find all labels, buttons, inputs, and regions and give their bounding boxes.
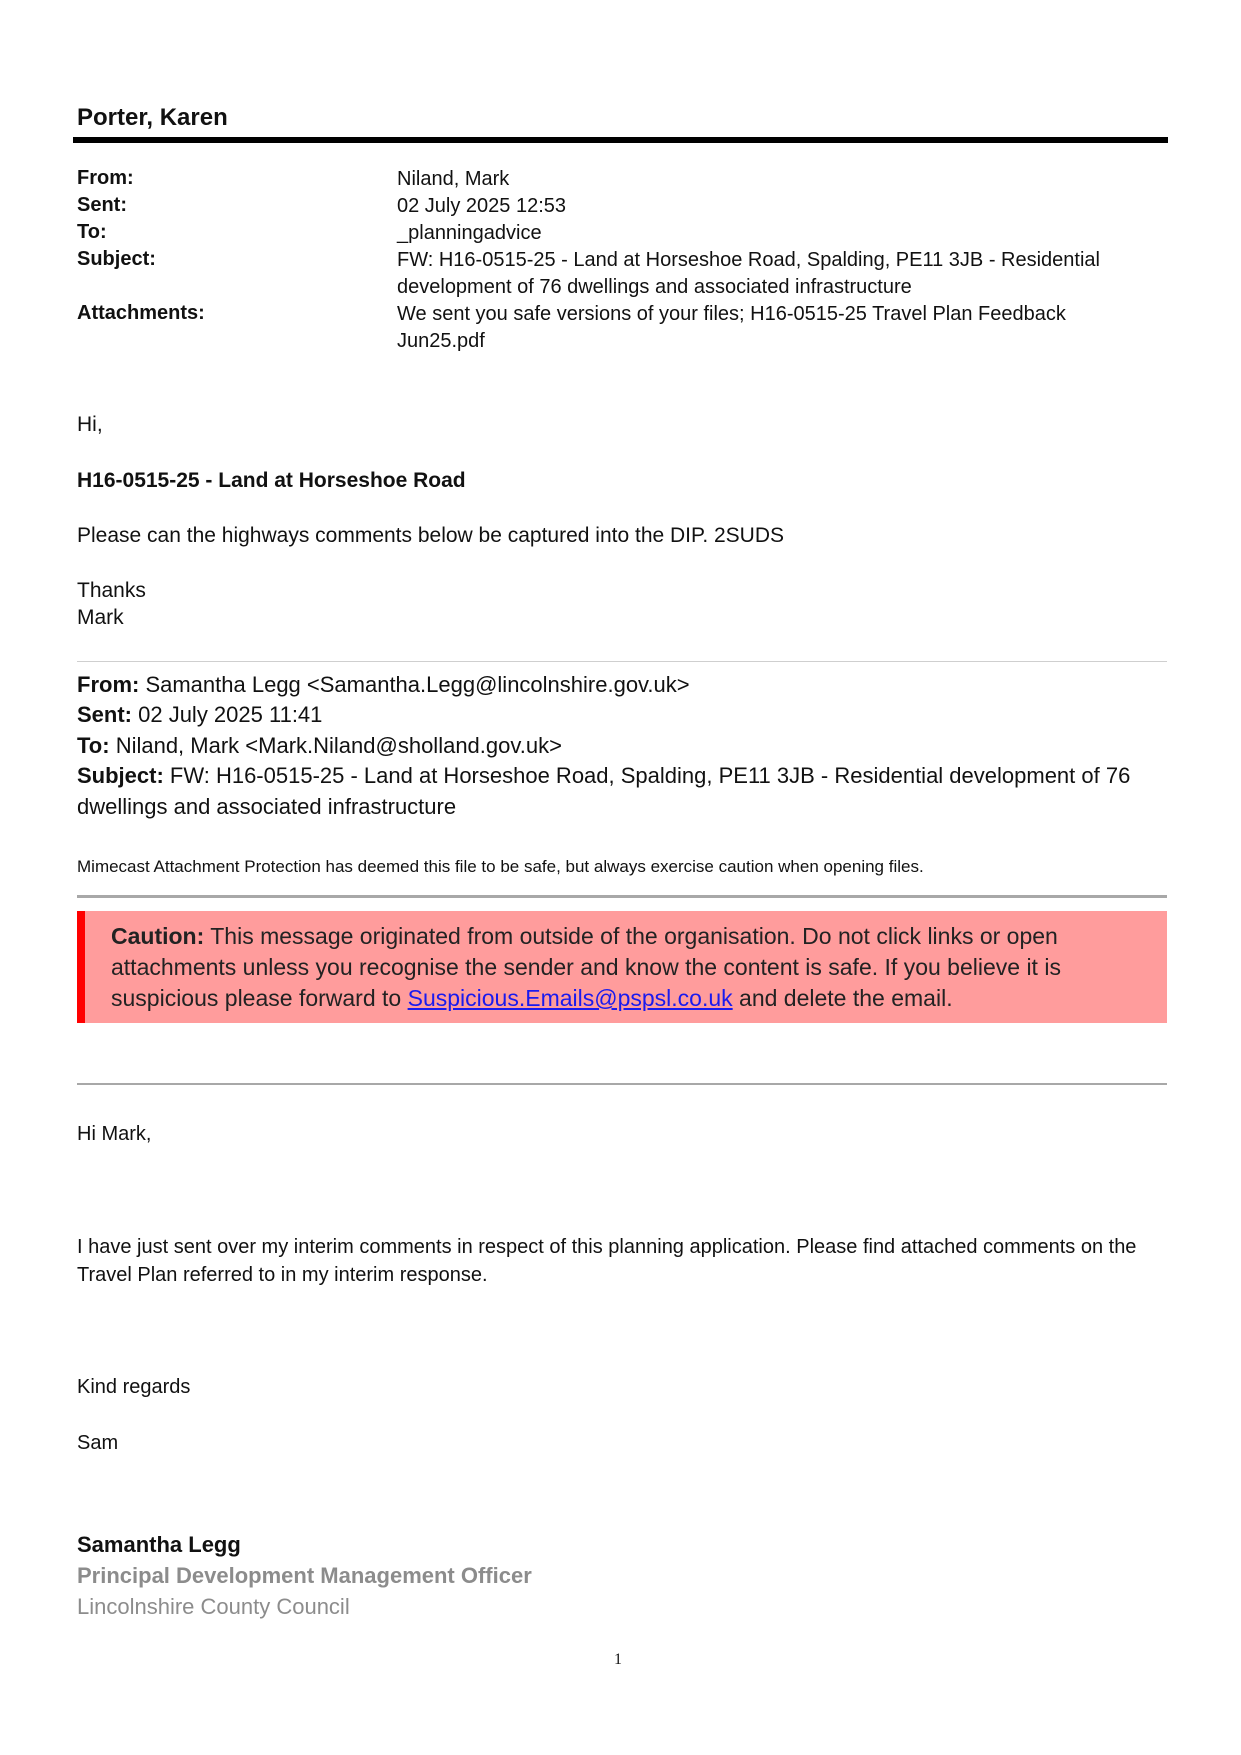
from-label: From: xyxy=(77,167,134,189)
interim-comments-text: I have just sent over my interim comments in respect of this planning application. Please find attached comments on the Travel Plan referred to in my interim response. xyxy=(77,1236,1137,1286)
page-title-owner: Porter, Karen xyxy=(77,104,228,131)
fwd-to xyxy=(77,730,1167,761)
signature-organisation: Lincolnshire County Council xyxy=(77,1594,350,1619)
caution-divider xyxy=(77,1083,1167,1085)
fwd-from xyxy=(77,669,1167,700)
subject-label: Subject: xyxy=(77,248,156,270)
caution-text-end: and delete the email. xyxy=(732,985,953,1011)
fwd-subject-value: FW: H16-0515-25 - Land at Horseshoe Road, Spalding, PE11 3JB - Residential development of 76 dwellings and associated infrastructure xyxy=(77,763,1131,819)
attachments-label: Attachments: xyxy=(77,302,205,324)
notice-divider xyxy=(77,895,1167,898)
signature-title: Principal Development Management Officer xyxy=(77,1563,532,1588)
caution-label: Caution: xyxy=(111,923,205,949)
fwd-from-value: Samantha Legg <Samantha.Legg@lincolnshire.gov.uk> xyxy=(139,672,690,697)
fwd-sent xyxy=(77,699,1167,730)
fwd-sent-label: Sent: xyxy=(77,702,132,727)
closing-text: Kind regards xyxy=(77,1376,191,1398)
fwd-from-label: From: xyxy=(77,672,140,697)
sent-value: 02 July 2025 12:53 xyxy=(397,195,567,217)
request-text: Please can the highways comments below be captured into the DIP. 2SUDS xyxy=(77,524,785,547)
attachments-value[interactable]: We sent you safe versions of your files; H16-0515-25 Travel Plan Feedback Jun25.pdf xyxy=(397,303,1066,352)
fwd-to-label: To: xyxy=(77,733,110,758)
fwd-subject-label: Subject: xyxy=(77,763,164,788)
signoff-sam: Sam xyxy=(77,1432,119,1454)
fwd-to-value: Niland, Mark <Mark.Niland@sholland.gov.uk> xyxy=(109,733,562,758)
suspicious-emails-link[interactable]: Suspicious.Emails@pspsl.co.uk xyxy=(407,985,733,1011)
mimecast-notice: Mimecast Attachment Protection has deemed this file to be safe, but always exercise caution when opening files. xyxy=(77,857,924,876)
greeting: Hi, xyxy=(77,413,103,436)
fwd-subject xyxy=(77,760,1167,822)
reference-heading: H16-0515-25 - Land at Horseshoe Road xyxy=(77,469,466,492)
subject-value: FW: H16-0515-25 - Land at Horseshoe Road, Spalding, PE11 3JB - Residential development of 76 dwellings and associated infrastructure xyxy=(397,249,1100,298)
message-divider xyxy=(77,661,1167,662)
caution-banner xyxy=(77,911,1167,1023)
signature-name: Samantha Legg xyxy=(77,1532,241,1557)
sent-label: Sent: xyxy=(77,194,127,216)
from-value: Niland, Mark xyxy=(397,168,510,190)
fwd-sent-value: 02 July 2025 11:41 xyxy=(132,702,323,727)
page-number: 1 xyxy=(614,1651,622,1668)
to-label: To: xyxy=(77,221,107,243)
caution-text: This message originated from outside of the organisation. Do not click links or open attachments unless you recognise the sender and know the content is safe. If you believe it is suspicious please forward to xyxy=(111,923,1061,1011)
to-value: _planningadvice xyxy=(397,222,542,244)
thanks-text: Thanks xyxy=(77,579,146,602)
title-divider xyxy=(73,137,1168,143)
signoff-mark: Mark xyxy=(77,606,124,629)
greeting-mark: Hi Mark, xyxy=(77,1123,152,1145)
